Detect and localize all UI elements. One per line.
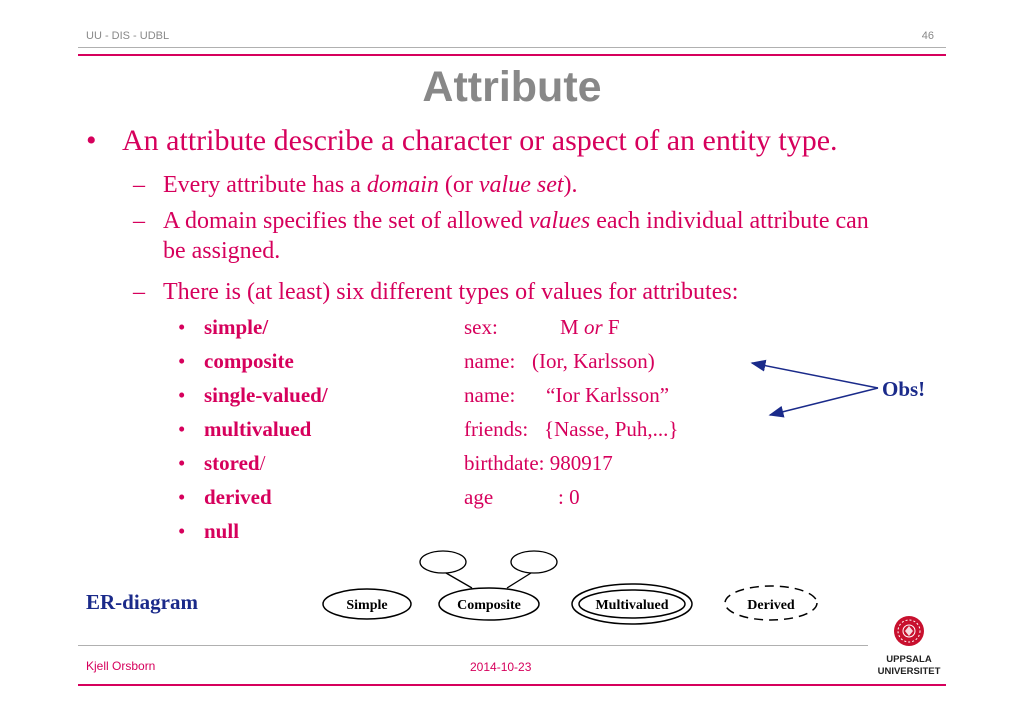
- obs-arrow-multivalued: [770, 388, 878, 415]
- footer-date: 2014-10-23: [470, 660, 532, 674]
- derived-attribute-label: Derived: [747, 598, 795, 613]
- bullet-dot: •: [86, 124, 97, 157]
- sub-bullet-2: – A domain specifies the set of allowed values each individual attribute can be assigned.: [133, 208, 869, 264]
- logo-line-1: UPPSALA: [886, 654, 932, 665]
- obs-note: Obs!: [882, 377, 926, 401]
- header-accent-rule: [78, 54, 946, 56]
- main-bullet-text: An attribute describe a character or aspect of an entity type.: [122, 124, 838, 157]
- obs-arrow-composite: [752, 363, 878, 388]
- derived-attribute-shape: [725, 586, 817, 620]
- footer-divider: [78, 645, 868, 646]
- university-logo: [872, 614, 946, 680]
- composite-subattribute-2: [511, 551, 557, 573]
- slide-header: [86, 28, 934, 44]
- multivalued-attribute-inner: [579, 590, 685, 618]
- simple-attribute-label: Simple: [346, 598, 388, 613]
- footer-accent-rule: [78, 684, 946, 686]
- main-bullet: [86, 124, 838, 158]
- slide-title: Attribute: [422, 63, 602, 111]
- composite-attribute-shape: [439, 588, 539, 620]
- header-divider: [78, 47, 946, 48]
- sub-bullet-3: – There is (at least) six different types of values for attributes:: [133, 279, 739, 305]
- composite-subattribute-1: [420, 551, 466, 573]
- multivalued-attribute-label: Multivalued: [595, 598, 669, 613]
- sub-bullet-1: – Every attribute has a domain (or value set).: [133, 172, 578, 198]
- page-number: 46: [921, 30, 934, 42]
- er-diagram-label: ER-diagram: [86, 590, 198, 614]
- course-code: UU - DIS - UDBL: [86, 30, 170, 42]
- composite-attribute-label: Composite: [457, 598, 521, 613]
- footer-author: Kjell Orsborn: [86, 659, 156, 673]
- simple-attribute-shape: [323, 589, 411, 619]
- logo-line-2: UNIVERSITET: [877, 666, 941, 677]
- multivalued-attribute-outer: [572, 584, 692, 624]
